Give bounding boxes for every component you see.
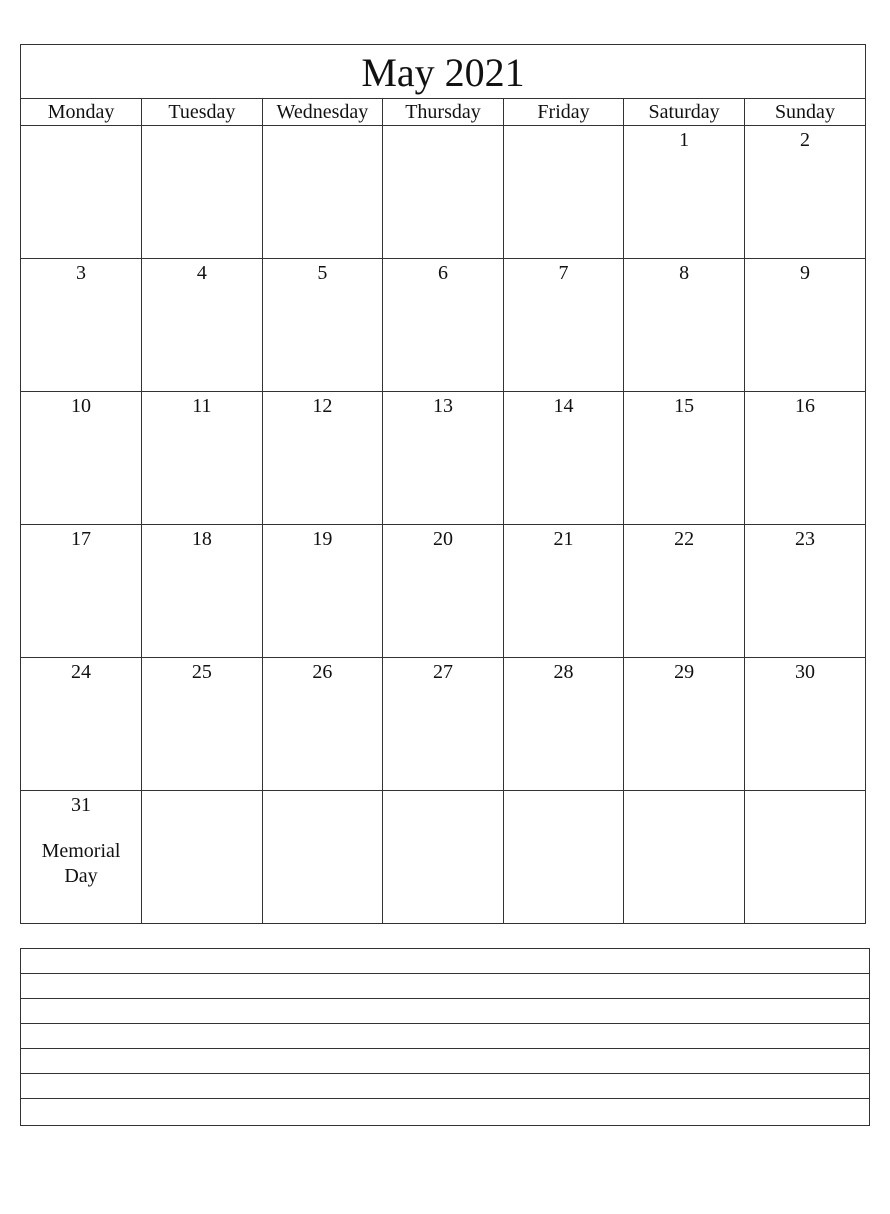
weekday-header-row [21, 99, 865, 126]
calendar-week-row [21, 658, 865, 791]
calendar-title: May 2021 [21, 45, 865, 99]
calendar-day-cell[interactable] [503, 658, 624, 791]
day-number: 1 [679, 129, 690, 151]
note-line[interactable] [21, 1099, 869, 1124]
day-number: 28 [553, 661, 574, 683]
calendar-day-cell[interactable] [142, 126, 263, 259]
calendar-weeks [21, 126, 865, 924]
calendar-day-cell[interactable] [503, 259, 624, 392]
day-number: 18 [191, 528, 212, 550]
calendar-day-cell[interactable] [21, 658, 142, 791]
calendar-day-cell[interactable] [744, 791, 865, 924]
calendar-day-cell[interactable] [142, 392, 263, 525]
day-number: 22 [674, 528, 695, 550]
note-line[interactable] [21, 999, 869, 1024]
note-line[interactable] [21, 974, 869, 999]
day-number: 4 [196, 262, 207, 284]
calendar-day-cell[interactable] [744, 392, 865, 525]
calendar-day-cell[interactable] [383, 525, 504, 658]
calendar-day-cell[interactable] [624, 525, 745, 658]
day-number: 17 [71, 528, 92, 550]
day-number: 6 [437, 262, 448, 284]
note-line[interactable] [21, 1049, 869, 1074]
day-number: 25 [191, 661, 212, 683]
day-number: 15 [674, 395, 695, 417]
day-number: 30 [794, 661, 815, 683]
calendar-day-cell[interactable] [142, 791, 263, 924]
calendar-day-cell[interactable] [383, 658, 504, 791]
calendar-day-cell[interactable] [624, 791, 745, 924]
calendar-day-cell[interactable] [262, 259, 383, 392]
day-number: 24 [71, 661, 92, 683]
day-number: 7 [558, 262, 569, 284]
notes-area[interactable] [20, 948, 870, 1126]
note-line[interactable] [21, 949, 869, 974]
day-number: 31 [71, 794, 92, 816]
calendar-week-row [21, 126, 865, 259]
calendar-day-cell[interactable] [503, 525, 624, 658]
calendar-day-cell[interactable] [262, 791, 383, 924]
calendar-day-cell[interactable] [383, 791, 504, 924]
calendar-week-row [21, 392, 865, 525]
day-number: 21 [553, 528, 574, 550]
weekday-header: Wednesday [262, 99, 383, 126]
calendar-day-cell[interactable] [744, 126, 865, 259]
calendar-day-cell[interactable] [503, 126, 624, 259]
day-number: 20 [432, 528, 453, 550]
day-number: 5 [317, 262, 328, 284]
day-number: 2 [799, 129, 810, 151]
weekday-header: Friday [503, 99, 624, 126]
calendar-day-cell[interactable] [744, 259, 865, 392]
day-number: 19 [312, 528, 333, 550]
calendar-day-cell[interactable] [21, 126, 142, 259]
weekday-header: Tuesday [142, 99, 263, 126]
day-number: 14 [553, 395, 574, 417]
note-line[interactable] [21, 1074, 869, 1099]
day-number: 3 [76, 262, 87, 284]
weekday-header: Thursday [383, 99, 504, 126]
calendar-day-cell[interactable] [142, 259, 263, 392]
calendar-week-row [21, 525, 865, 658]
weekday-header: Monday [21, 99, 142, 126]
calendar-day-cell[interactable] [503, 392, 624, 525]
day-number: 26 [312, 661, 333, 683]
day-number: 11 [192, 395, 212, 417]
day-number: 8 [679, 262, 690, 284]
day-number: 12 [312, 395, 333, 417]
weekday-header: Sunday [744, 99, 865, 126]
day-number: 23 [794, 528, 815, 550]
calendar-day-cell[interactable] [262, 525, 383, 658]
weekday-header: Saturday [624, 99, 745, 126]
calendar-day-cell[interactable] [624, 259, 745, 392]
calendar-week-row [21, 259, 865, 392]
day-number: 10 [71, 395, 92, 417]
calendar-day-cell[interactable] [262, 658, 383, 791]
note-line[interactable] [21, 1024, 869, 1049]
calendar [20, 44, 866, 924]
day-number: 27 [432, 661, 453, 683]
calendar-day-cell[interactable] [624, 658, 745, 791]
calendar-day-cell[interactable] [624, 126, 745, 259]
holiday-label: Memorial Day [41, 840, 121, 887]
calendar-day-cell[interactable] [21, 392, 142, 525]
calendar-week-row [21, 791, 865, 924]
calendar-day-cell[interactable] [262, 392, 383, 525]
calendar-day-cell[interactable] [744, 525, 865, 658]
day-number: 16 [794, 395, 815, 417]
calendar-day-cell[interactable] [383, 392, 504, 525]
calendar-day-cell[interactable] [142, 525, 263, 658]
calendar-day-cell[interactable] [21, 259, 142, 392]
calendar-day-cell[interactable] [744, 658, 865, 791]
day-number: 13 [432, 395, 453, 417]
calendar-day-cell[interactable] [21, 791, 142, 924]
calendar-day-cell[interactable] [383, 126, 504, 259]
calendar-day-cell[interactable] [21, 525, 142, 658]
calendar-day-cell[interactable] [383, 259, 504, 392]
day-number: 29 [674, 661, 695, 683]
calendar-grid [21, 99, 865, 923]
calendar-day-cell[interactable] [624, 392, 745, 525]
calendar-day-cell[interactable] [503, 791, 624, 924]
calendar-day-cell[interactable] [142, 658, 263, 791]
calendar-day-cell[interactable] [262, 126, 383, 259]
day-number: 9 [799, 262, 810, 284]
